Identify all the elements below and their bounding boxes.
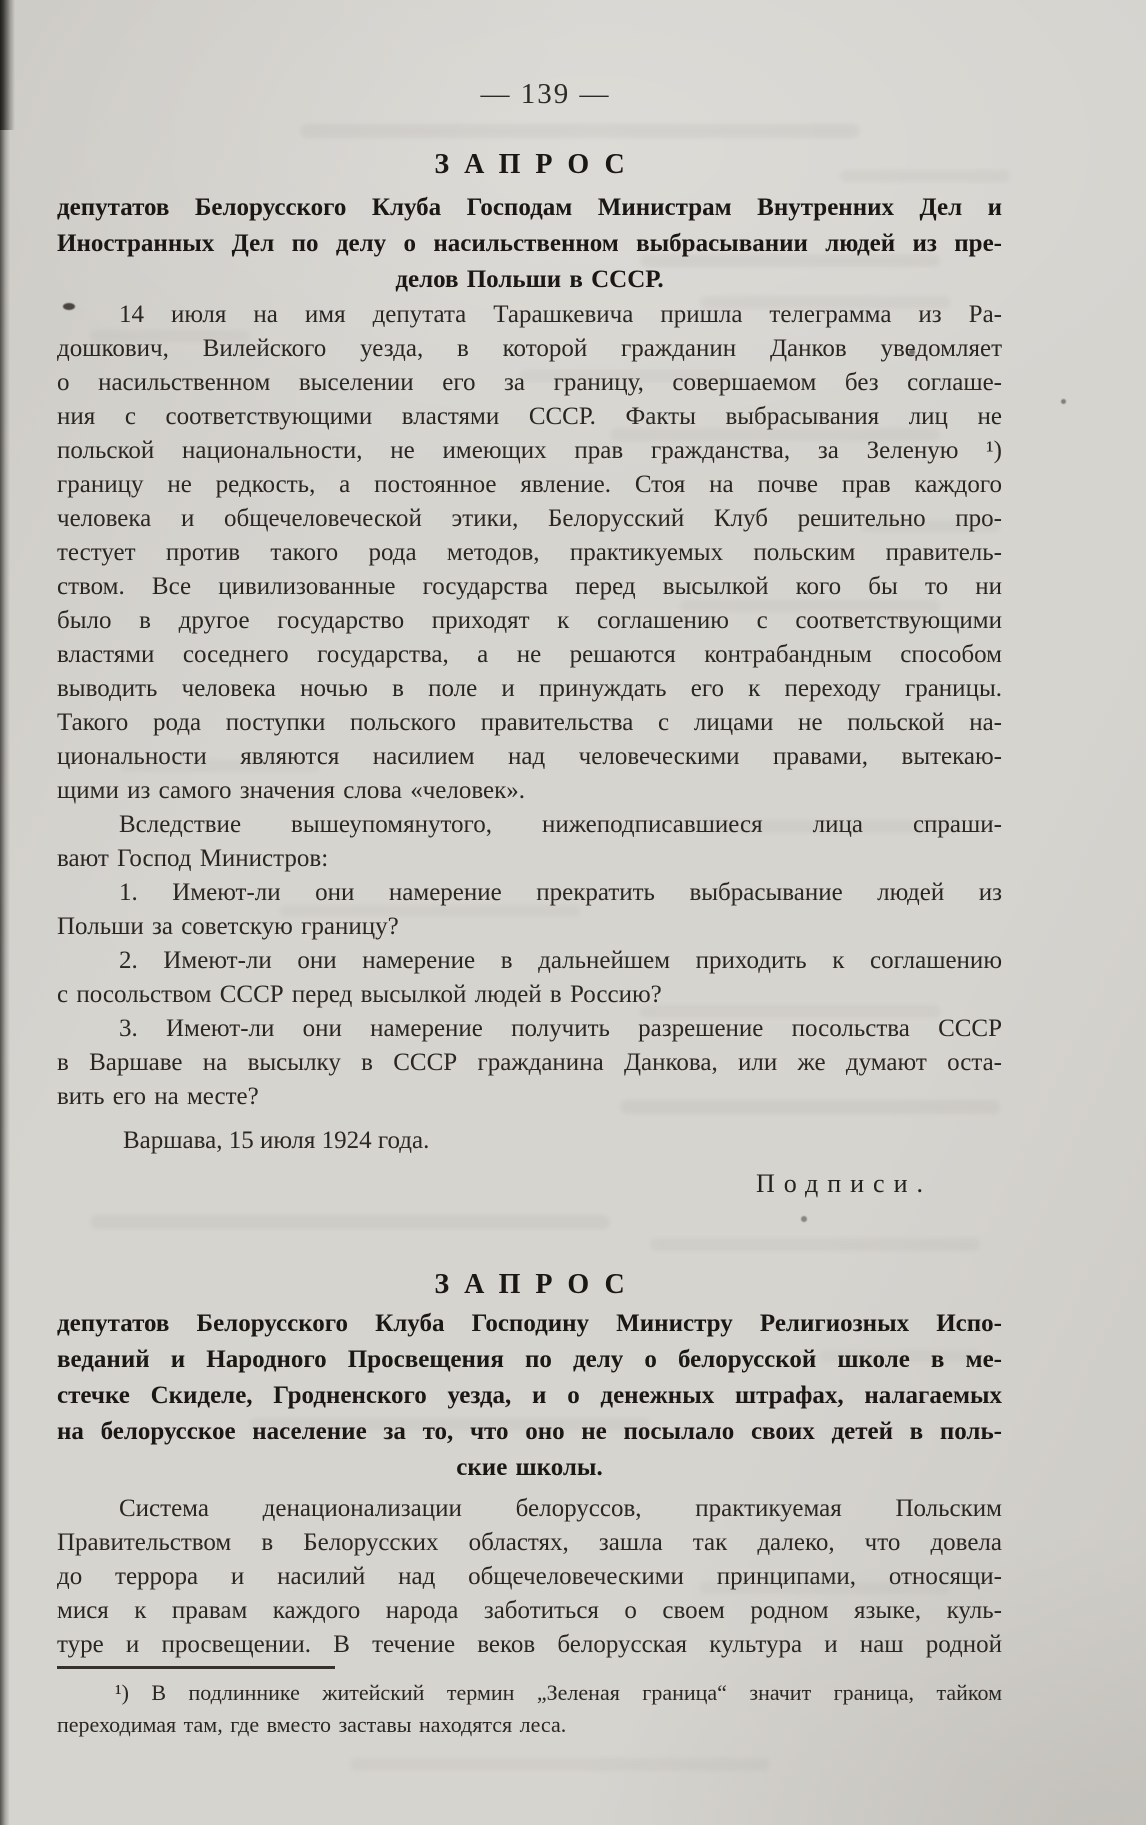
text-line: ¹) В подлиннике житейский термин „Зеленая граница“ значит граница, тайком [115, 1680, 1002, 1705]
text-line: депутатов Белорусского Клуба Господам Министрам Внутренних Дел и [57, 194, 1002, 221]
inquiry1-heading: ЗАПРОС [434, 149, 640, 180]
text-line: выводить человека ночью в поле и принуждать его к переходу границы. [57, 675, 1002, 702]
text-line: Правительством в Белорусских областях, зашла так далеко, что довела [57, 1529, 1002, 1556]
text-line: мися к правам каждого народа заботиться о своем родном языке, куль- [57, 1597, 1002, 1624]
text-line: о насильственном выселении его за границу, совершаемом без соглаше- [57, 369, 1002, 396]
bleedthrough-mark [350, 1758, 770, 1771]
text-line: Иностранных Дел по делу о насильственном выбрасывании людей из пре- [57, 230, 1002, 257]
text-line: стечке Скиделе, Гродненского уезда, и о денежных штрафах, налагаемых [57, 1382, 1002, 1409]
text-line: польской национальности, не имеющих прав гражданства, за Зеленую ¹) [57, 437, 1002, 464]
text-line: 2. Имеют-ли они намерение в дальнейшем приходить к соглашению [119, 947, 1002, 974]
text-line: 3. Имеют-ли они намерение получить разрешение посольства СССР [119, 1015, 1002, 1042]
ink-speck [1061, 399, 1066, 404]
text-line: до террора и насилий над общечеловеческими принципами, относящи- [57, 1563, 1002, 1590]
text-line: веданий и Народного Просвещения по делу о белорусской школе в ме- [57, 1346, 1002, 1373]
inquiry1-question-3 [57, 1012, 1002, 1114]
scan-edge-shadow-top [0, 0, 15, 130]
text-line: властями соседнего государства, а не решаются контрабандным способом [57, 641, 1002, 668]
signatures-label: Подписи. [755, 1169, 932, 1198]
text-line: ния с соответствующими властями СССР. Факты выбрасывания лиц не [57, 403, 1002, 430]
page-number: — 139 — [480, 78, 611, 110]
inquiry1-paragraph-2 [57, 808, 1002, 876]
text-line: депутатов Белорусского Клуба Господину Министру Религиозных Испо- [57, 1310, 1002, 1337]
inquiry2-subject [57, 1306, 1002, 1486]
text-line: щими из самого значения слова «человек». [57, 777, 525, 804]
dateline: Варшава, 15 июля 1924 года. [123, 1127, 430, 1154]
footnote-separator [57, 1666, 335, 1669]
text-line: 1. Имеют-ли они намерение прекратить выбрасывание людей из [119, 879, 1002, 906]
text-line: ством. Все цивилизованные государства перед высылкой кого бы то ни [57, 573, 1002, 600]
text-line: на белорусское население за то, что оно не посылало своих детей в поль- [57, 1418, 1002, 1445]
text-line: тестует против такого рода методов, практикуемых польским правитель- [57, 539, 1002, 566]
text-line: дошкович, Вилейского уезда, в которой гражданин Данков уведомляет [57, 335, 1002, 362]
text-line: границу не редкость, а постоянное явление. Стоя на почве прав каждого [57, 471, 1002, 498]
text-line: вают Господ Министров: [57, 845, 329, 872]
text-line: человека и общечеловеческой этики, Белорусский Клуб решительно про- [57, 505, 1002, 532]
text-line: делов Польши в СССР. [395, 266, 664, 293]
footnote [57, 1677, 1002, 1741]
inquiry2-heading: ЗАПРОС [434, 1269, 640, 1300]
text-line: Вследствие вышеупомянутого, нижеподписавшиеся лица спраши- [119, 811, 1002, 838]
inquiry1-subject [57, 190, 1002, 298]
text-line: было в другое государство приходят к соглашению с соответствующими [57, 607, 1002, 634]
inquiry2-paragraph-1 [57, 1492, 1002, 1662]
text-line: в Варшаве на высылку в СССР гражданина Данкова, или же думают оста- [57, 1049, 1002, 1076]
text-line: 14 июля на имя депутата Тарашкевича пришла телеграмма из Ра- [119, 301, 1002, 328]
text-line: циональности являются насилием над человеческими правами, вытекаю- [57, 743, 1002, 770]
inquiry1-paragraph-1 [57, 298, 1002, 808]
text-line: вить его на месте? [57, 1083, 259, 1110]
inquiry1-question-2 [57, 944, 1002, 1012]
page-content [57, 0, 1002, 1741]
text-line: Такого рода поступки польского правительства с лицами не польской на- [57, 709, 1002, 736]
text-line: Польши за советскую границу? [57, 913, 399, 940]
scan-edge-shadow [0, 0, 10, 1825]
text-line: туре и просвещении. В течение веков белорусская культура и наш родной [57, 1631, 1002, 1658]
text-line: переходимая там, где вместо заставы находятся леса. [57, 1712, 567, 1737]
text-line: с посольством СССР перед высылкой людей в Россию? [57, 981, 662, 1008]
text-line: Система денационализации белоруссов, практикуемая Польским [119, 1495, 1002, 1522]
text-line: ские школы. [456, 1454, 603, 1481]
inquiry1-question-1 [57, 876, 1002, 944]
